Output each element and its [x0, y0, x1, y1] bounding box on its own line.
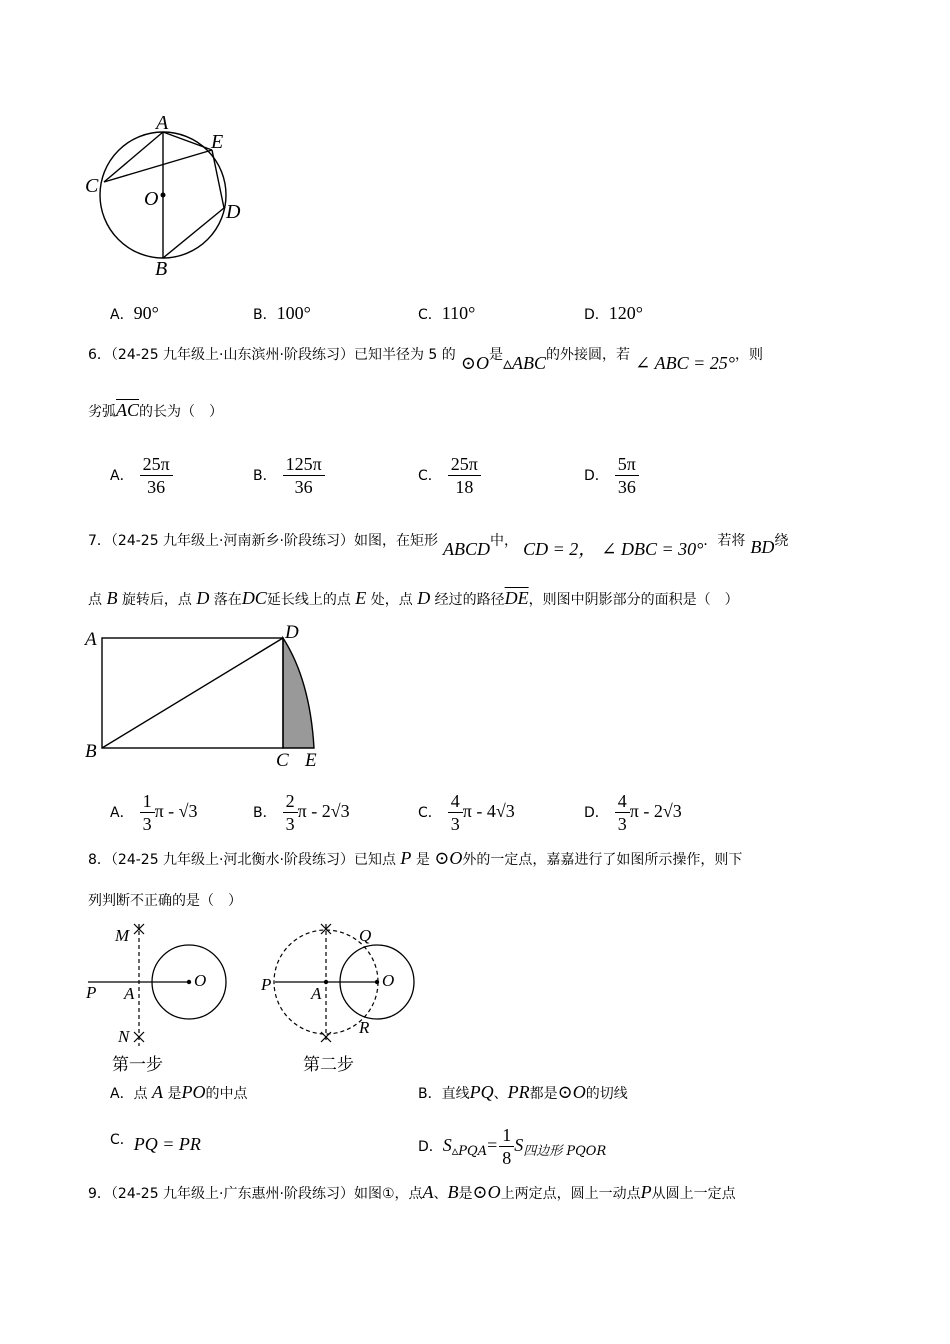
q8-stem-line2: 列判断不正确的是（ ）: [88, 893, 242, 909]
label-P: P: [86, 983, 97, 1002]
label-D: D: [226, 201, 241, 223]
label-A: A: [124, 984, 135, 1003]
label-C: C: [276, 750, 289, 771]
q6-option-a[interactable]: A． $\frac{25\pi}{36}$: [110, 453, 173, 498]
q7-stem-line1: 7．（24-25 九年级上·河南新乡·阶段练习）如图，在矩形 ABCD中， CD = 2， ∠ DBC = 30°．若将 BD绕: [88, 533, 789, 559]
q8-option-a[interactable]: A．点 A 是PO的中点: [110, 1082, 248, 1102]
label-A: A: [156, 112, 169, 134]
figure-rectangle-abcd: [80, 620, 340, 775]
fraction: $\frac{125\pi}{36}$: [283, 453, 325, 498]
label-E: E: [305, 750, 317, 771]
q7-option-c[interactable]: C． $\frac{4}{3}$ π - 4√3: [418, 791, 515, 834]
q8-option-b[interactable]: B．直线PQ、PR都是⊙O的切线: [418, 1082, 628, 1102]
label-M: M: [115, 926, 130, 945]
q6-option-b[interactable]: B． $\frac{125\pi}{36}$: [253, 453, 325, 498]
q7-stem-line2: 点 B 旋转后，点 D 落在DC延长线上的点 E 处，点 D 经过的路径$\overline{DE}$，则图中阴影部分的面积是（ ）: [88, 588, 739, 608]
label-C: C: [85, 175, 99, 197]
fraction: $\frac{25\pi}{18}$: [448, 453, 481, 498]
q5-option-c[interactable]: C．110°: [418, 303, 476, 323]
q5-option-d[interactable]: D．120°: [584, 303, 643, 323]
q9-stem-line1: 9．（24-25 九年级上·广东惠州·阶段练习）如图①，点A、B是⊙O上两定点，圆上一动点P从圆上一定点: [88, 1182, 736, 1202]
figure-step-two: [255, 918, 430, 1078]
q8-stem-line1: 8．（24-25 九年级上·河北衡水·阶段练习）已知点 P 是 ⊙O外的一定点，嘉嘉进行了如图所示操作，则下: [88, 848, 743, 868]
fraction: $\frac{1}{8}$: [499, 1124, 514, 1169]
q5-option-b[interactable]: B．100°: [253, 303, 311, 323]
label-R: R: [359, 1018, 370, 1037]
figure-circle-acedb: [80, 110, 250, 280]
fraction: $\frac{25\pi}{36}$: [140, 453, 173, 498]
q6-option-c[interactable]: C． $\frac{25\pi}{18}$: [418, 453, 481, 498]
q8-option-c[interactable]: C．PQ = PR: [110, 1132, 201, 1154]
q6-stem-line1: 6．（24-25 九年级上·山东滨州·阶段练习）已知半径为 5 的 ⊙O是▵ABC的外接圆，若 ∠ ABC = 25°，则: [88, 347, 764, 373]
fraction: $\frac{4}{3}$: [615, 790, 630, 835]
fraction: $\frac{5\pi}{36}$: [615, 453, 639, 498]
label-B: B: [155, 258, 168, 280]
label-D: D: [285, 622, 299, 643]
fraction: $\frac{2}{3}$: [283, 790, 298, 835]
label-B: B: [85, 741, 97, 762]
q7-option-a[interactable]: A． $\frac{1}{3}$ π - √3: [110, 791, 198, 834]
caption-step-two: 第二步: [303, 1055, 354, 1074]
q5-option-a[interactable]: A．90°: [110, 303, 159, 323]
q7-option-b[interactable]: B． $\frac{2}{3}$ π - 2√3: [253, 791, 350, 834]
label-O: O: [194, 971, 207, 990]
q8-option-d[interactable]: D．$S_{▵PQA}=$ $\frac{1}{8}$ $S_{四边形 PQOR}$: [418, 1125, 607, 1168]
label-O: O: [144, 188, 159, 210]
figure-step-one: [80, 918, 250, 1078]
label-O: O: [382, 971, 395, 990]
label-P: P: [261, 975, 272, 994]
q6-stem-line2: 劣弧$\overline{AC}$的长为（ ）: [88, 400, 224, 420]
label-A: A: [85, 629, 97, 650]
fraction: $\frac{4}{3}$: [448, 790, 463, 835]
caption-step-one: 第一步: [112, 1055, 163, 1074]
label-Q: Q: [359, 926, 372, 945]
fraction: $\frac{1}{3}$: [140, 790, 155, 835]
label-N: N: [118, 1027, 130, 1046]
label-A: A: [311, 984, 322, 1003]
label-E: E: [211, 131, 224, 153]
q6-option-d[interactable]: D． $\frac{5\pi}{36}$: [584, 453, 639, 498]
q7-option-d[interactable]: D． $\frac{4}{3}$ π - 2√3: [584, 791, 682, 834]
